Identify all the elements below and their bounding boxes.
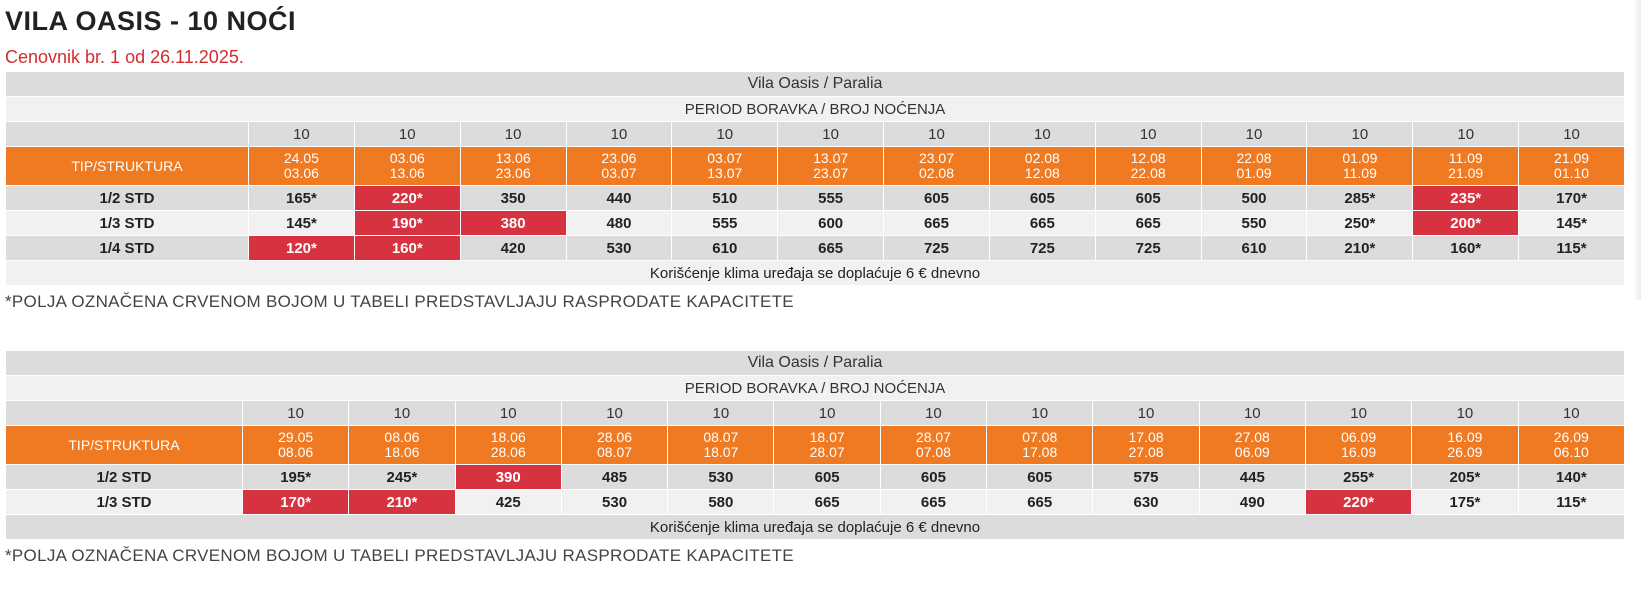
period-header (349, 426, 455, 465)
nights-cell: 10 (989, 122, 1095, 147)
price-cell: 600 (778, 211, 884, 236)
period-header (672, 147, 778, 186)
nights-row-corner (6, 401, 243, 426)
period-header (243, 426, 349, 465)
nights-cell: 10 (354, 122, 460, 147)
period-from: 03.06 (389, 150, 425, 166)
period-to: 28.07 (809, 444, 845, 460)
price-cell-sold-out: 200* (1413, 211, 1519, 236)
price-cell: 665 (1095, 211, 1201, 236)
price-cell: 115* (1518, 490, 1624, 515)
period-header (1095, 147, 1201, 186)
price-cell: 725 (884, 236, 990, 261)
price-cell: 665 (880, 490, 986, 515)
price-cell: 165* (249, 186, 355, 211)
period-from: 28.06 (597, 429, 633, 445)
price-cell: 350 (460, 186, 566, 211)
nights-cell: 10 (672, 122, 778, 147)
period-to: 28.06 (490, 444, 526, 460)
period-from: 08.06 (384, 429, 420, 445)
period-from: 27.08 (1234, 429, 1270, 445)
nights-cell: 10 (1201, 122, 1307, 147)
period-from: 18.07 (809, 429, 845, 445)
room-type: 1/3 STD (6, 490, 243, 515)
nights-cell: 10 (455, 401, 561, 426)
room-type: 1/2 STD (6, 465, 243, 490)
price-cell: 115* (1519, 236, 1625, 261)
nights-cell: 10 (1518, 401, 1624, 426)
period-from: 28.07 (915, 429, 951, 445)
period-to: 27.08 (1128, 444, 1164, 460)
period-header (249, 147, 355, 186)
period-from: 12.08 (1130, 150, 1166, 166)
type-structure-header: TIP/STRUKTURA (6, 147, 249, 186)
nights-cell: 10 (778, 122, 884, 147)
price-cell: 500 (1201, 186, 1307, 211)
price-cell: 605 (987, 465, 1093, 490)
period-header (774, 426, 880, 465)
price-cell-sold-out: 210* (349, 490, 455, 515)
price-cell: 205* (1412, 465, 1518, 490)
price-cell: 665 (989, 211, 1095, 236)
period-to: 02.08 (918, 165, 954, 181)
hotel-name: Vila Oasis / Paralia (6, 351, 1625, 376)
nights-cell: 10 (249, 122, 355, 147)
price-cell: 665 (987, 490, 1093, 515)
period-header (1201, 147, 1307, 186)
period-header (1519, 147, 1625, 186)
price-cell: 480 (566, 211, 672, 236)
price-cell: 630 (1093, 490, 1199, 515)
price-cell: 140* (1518, 465, 1624, 490)
nights-cell: 10 (566, 122, 672, 147)
period-to: 22.08 (1130, 165, 1166, 181)
period-from: 13.07 (813, 150, 849, 166)
sold-out-footnote-1: *POLJA OZNAČENA CRVENOM BOJOM U TABELI PREDSTAVLJAJU RASPRODATE KAPACITETE (5, 292, 794, 311)
price-cell-sold-out: 220* (354, 186, 460, 211)
price-cell: 210* (1307, 236, 1413, 261)
period-to: 06.09 (1234, 444, 1270, 460)
period-from: 21.09 (1554, 150, 1590, 166)
nights-cell: 10 (880, 401, 986, 426)
room-row (6, 490, 1625, 515)
price-cell: 665 (884, 211, 990, 236)
ac-surcharge-note: Korišćenje klima uređaja se doplaćuje 6 € dnevno (6, 515, 1625, 540)
price-cell: 145* (1519, 211, 1625, 236)
period-header (987, 426, 1093, 465)
type-structure-header: TIP/STRUKTURA (6, 426, 243, 465)
period-from: 18.06 (490, 429, 526, 445)
price-table-1 (5, 71, 1625, 286)
price-cell: 175* (1412, 490, 1518, 515)
period-from: 07.08 (1022, 429, 1058, 445)
period-header (778, 147, 884, 186)
price-cell: 555 (778, 186, 884, 211)
period-to: 18.06 (384, 444, 420, 460)
period-label: PERIOD BORAVKA / BROJ NOĆENJA (6, 97, 1625, 122)
price-cell-sold-out: 220* (1305, 490, 1411, 515)
page-scroll-edge (1633, 0, 1641, 300)
period-from: 23.07 (918, 150, 954, 166)
period-header (455, 426, 561, 465)
period-header (880, 426, 986, 465)
price-cell: 445 (1199, 465, 1305, 490)
price-cell-sold-out: 170* (243, 490, 349, 515)
period-from: 08.07 (703, 429, 739, 445)
period-to: 16.09 (1341, 444, 1377, 460)
price-cell: 285* (1307, 186, 1413, 211)
price-cell: 555 (672, 211, 778, 236)
period-from: 26.09 (1553, 429, 1589, 445)
price-cell: 145* (249, 211, 355, 236)
price-cell-sold-out: 235* (1413, 186, 1519, 211)
period-from: 06.09 (1341, 429, 1377, 445)
room-type: 1/3 STD (6, 211, 249, 236)
nights-cell: 10 (1093, 401, 1199, 426)
nights-row-corner (6, 122, 249, 147)
nights-cell: 10 (1305, 401, 1411, 426)
period-from: 03.07 (707, 150, 743, 166)
period-to: 07.08 (915, 444, 951, 460)
nights-cell: 10 (243, 401, 349, 426)
period-header (566, 147, 672, 186)
period-to: 01.10 (1554, 165, 1590, 181)
page-title: VILA OASIS - 10 NOĆI (5, 6, 297, 36)
nights-cell: 10 (1413, 122, 1519, 147)
nights-cell: 10 (668, 401, 774, 426)
price-cell: 605 (774, 465, 880, 490)
price-table-2 (5, 350, 1625, 540)
price-cell-sold-out: 390 (455, 465, 561, 490)
nights-cell: 10 (1412, 401, 1518, 426)
price-cell: 580 (668, 490, 774, 515)
period-to: 13.06 (389, 165, 425, 181)
price-cell: 605 (1095, 186, 1201, 211)
price-cell: 530 (561, 490, 667, 515)
period-from: 02.08 (1024, 150, 1060, 166)
period-from: 22.08 (1236, 150, 1272, 166)
period-to: 23.07 (813, 165, 849, 181)
price-cell: 530 (566, 236, 672, 261)
price-cell: 530 (668, 465, 774, 490)
price-cell: 160* (1413, 236, 1519, 261)
nights-cell: 10 (987, 401, 1093, 426)
nights-cell: 10 (1199, 401, 1305, 426)
period-from: 13.06 (495, 150, 531, 166)
nights-cell: 10 (1095, 122, 1201, 147)
price-cell-sold-out: 380 (460, 211, 566, 236)
price-cell: 255* (1305, 465, 1411, 490)
period-header (561, 426, 667, 465)
period-to: 12.08 (1024, 165, 1060, 181)
period-header (1307, 147, 1413, 186)
period-header (1199, 426, 1305, 465)
period-header (1093, 426, 1199, 465)
price-cell-sold-out: 120* (249, 236, 355, 261)
period-from: 01.09 (1342, 150, 1378, 166)
period-from: 23.06 (601, 150, 637, 166)
room-type: 1/4 STD (6, 236, 249, 261)
ac-surcharge-note: Korišćenje klima uređaja se doplaćuje 6 € dnevno (6, 261, 1625, 286)
price-cell: 420 (460, 236, 566, 261)
period-to: 08.06 (278, 444, 314, 460)
nights-cell: 10 (884, 122, 990, 147)
period-header (989, 147, 1095, 186)
price-cell: 605 (989, 186, 1095, 211)
nights-cell: 10 (349, 401, 455, 426)
price-cell: 170* (1519, 186, 1625, 211)
price-cell: 665 (774, 490, 880, 515)
price-cell: 510 (672, 186, 778, 211)
period-to: 18.07 (703, 444, 739, 460)
nights-cell: 10 (561, 401, 667, 426)
period-from: 11.09 (1448, 150, 1483, 166)
period-to: 13.07 (707, 165, 743, 181)
price-cell-sold-out: 190* (354, 211, 460, 236)
price-cell-sold-out: 160* (354, 236, 460, 261)
period-to: 17.08 (1022, 444, 1058, 460)
price-cell: 610 (1201, 236, 1307, 261)
nights-cell: 10 (1307, 122, 1413, 147)
period-to: 23.06 (495, 165, 531, 181)
price-cell: 425 (455, 490, 561, 515)
period-label: PERIOD BORAVKA / BROJ NOĆENJA (6, 376, 1625, 401)
price-cell: 575 (1093, 465, 1199, 490)
period-to: 08.07 (597, 444, 633, 460)
sold-out-footnote-2: *POLJA OZNAČENA CRVENOM BOJOM U TABELI PREDSTAVLJAJU RASPRODATE KAPACITETE (5, 546, 794, 565)
room-row (6, 236, 1625, 261)
price-cell: 195* (243, 465, 349, 490)
room-row (6, 465, 1625, 490)
price-cell: 610 (672, 236, 778, 261)
price-cell: 250* (1307, 211, 1413, 236)
period-from: 29.05 (278, 429, 314, 445)
price-cell: 605 (884, 186, 990, 211)
period-from: 16.09 (1447, 429, 1483, 445)
period-to: 26.09 (1447, 444, 1483, 460)
period-to: 01.09 (1236, 165, 1272, 181)
period-from: 17.08 (1128, 429, 1164, 445)
period-to: 21.09 (1448, 165, 1484, 181)
price-cell: 550 (1201, 211, 1307, 236)
nights-cell: 10 (1519, 122, 1625, 147)
price-cell: 725 (1095, 236, 1201, 261)
nights-cell: 10 (774, 401, 880, 426)
price-list-subtitle: Cenovnik br. 1 od 26.11.2025. (5, 47, 244, 67)
period-header (1518, 426, 1624, 465)
price-cell: 490 (1199, 490, 1305, 515)
period-to: 11.09 (1342, 165, 1377, 181)
price-cell: 245* (349, 465, 455, 490)
period-header (1305, 426, 1411, 465)
price-cell: 605 (880, 465, 986, 490)
period-header (1413, 147, 1519, 186)
price-cell: 725 (989, 236, 1095, 261)
period-header (354, 147, 460, 186)
period-to: 03.07 (601, 165, 637, 181)
period-to: 03.06 (283, 165, 319, 181)
period-from: 24.05 (283, 150, 319, 166)
room-row (6, 211, 1625, 236)
hotel-name: Vila Oasis / Paralia (6, 72, 1625, 97)
period-header (1412, 426, 1518, 465)
nights-cell: 10 (460, 122, 566, 147)
period-header (884, 147, 990, 186)
period-header (668, 426, 774, 465)
period-to: 06.10 (1553, 444, 1589, 460)
room-row (6, 186, 1625, 211)
price-cell: 665 (778, 236, 884, 261)
room-type: 1/2 STD (6, 186, 249, 211)
price-cell: 440 (566, 186, 672, 211)
price-cell: 485 (561, 465, 667, 490)
period-header (460, 147, 566, 186)
